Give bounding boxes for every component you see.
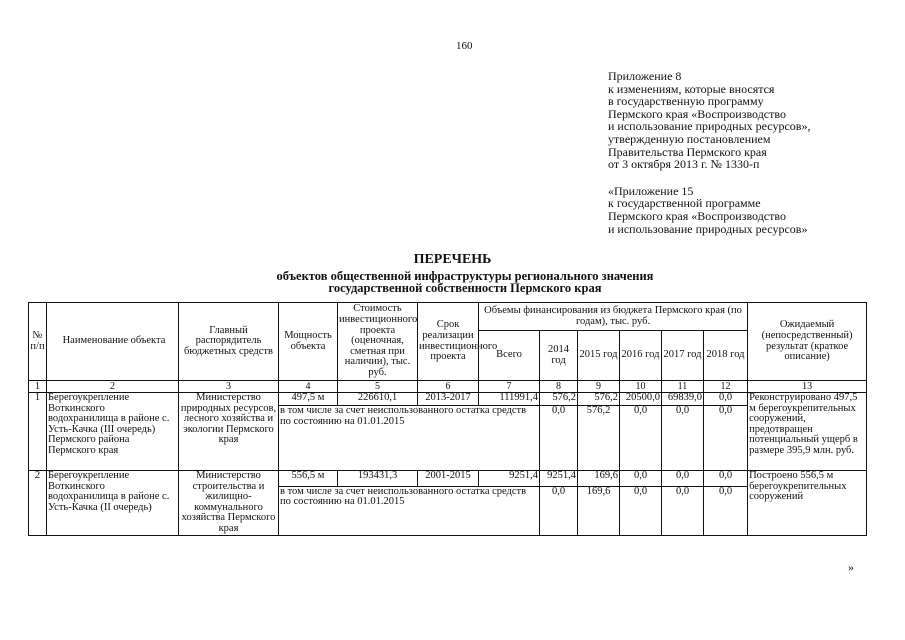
document-title: ПЕРЕЧЕНЬ: [413, 252, 492, 267]
header-capacity: Мощность объекта: [279, 303, 338, 381]
table-row: [29, 471, 867, 487]
row-2014: 9251,4: [540, 471, 578, 487]
appendix-quote-line: к государственной программе: [608, 196, 761, 211]
column-number: 12: [704, 381, 748, 393]
objects-table: [28, 302, 867, 536]
header-year-2017: 2017 год: [662, 331, 704, 381]
row-2016: 20500,0: [620, 393, 662, 406]
document-subtitle: [60, 270, 870, 294]
header-result: Ожидаемый (непосредственный) результат (краткое описание): [748, 303, 867, 381]
header-year-2016: 2016 год: [620, 331, 662, 381]
column-number: 4: [279, 381, 338, 393]
appendix-line: и использование природных ресурсов»,: [608, 119, 811, 134]
column-number: 10: [620, 381, 662, 393]
row-note-2014: 0,0: [540, 406, 578, 471]
row-2017: 0,0: [662, 471, 704, 487]
column-number: 7: [479, 381, 540, 393]
row-note-2017: 0,0: [662, 406, 704, 471]
page-number: 160: [456, 40, 473, 52]
appendix-line: Пермского края «Воспроизводство: [608, 106, 786, 121]
row-total: 111991,4: [479, 393, 540, 406]
row-note-2014: 0,0: [540, 486, 578, 535]
column-number: 2: [47, 381, 179, 393]
row-object-name: Берегоукрепление Воткинского водохранилища в районе с. Усть-Качка (III очередь) Пермского района Пермского края: [47, 393, 179, 471]
row-object-name: Берегоукрепление Воткинского водохранилища в районе с. Усть-Качка (II очередь): [47, 471, 179, 536]
appendix-line: в государственную программу: [608, 94, 764, 109]
row-note-2016: 0,0: [620, 486, 662, 535]
row-2017: 69839,0: [662, 393, 704, 406]
column-number: 9: [578, 381, 620, 393]
column-number: 13: [748, 381, 867, 393]
column-number: 3: [179, 381, 279, 393]
header-num: № п/п: [29, 303, 47, 381]
row-2016: 0,0: [620, 471, 662, 487]
header-total: Всего: [479, 331, 540, 381]
appendix-header: [608, 70, 810, 235]
subtitle-line: объектов общественной инфраструктуры регионального значения: [276, 269, 654, 283]
row-note: в том числе за счет неиспользованного остатка средств по состоянию на 01.01.2015: [279, 486, 540, 535]
appendix-line: Приложение 8: [608, 69, 682, 83]
row-cost: 193431,3: [338, 471, 418, 487]
appendix-quote-line: и использование природных ресурсов»: [608, 221, 808, 236]
table-row: [29, 393, 867, 406]
row-num: 2: [29, 471, 47, 536]
appendix-line: Правительства Пермского края: [608, 144, 767, 159]
appendix-line: от 3 октября 2013 г. № 1330-п: [608, 157, 760, 172]
row-result: Реконструировано 497,5 м берегоукрепительных сооружений, предотвращен потенциальный ущерб в размере 395,9 млн. руб.: [748, 393, 867, 471]
subtitle-line: государственной собственности Пермского края: [328, 281, 602, 295]
row-note: в том числе за счет неиспользованного остатка средств по состоянию на 01.01.2015: [279, 406, 540, 471]
row-note-2015: 576,2: [578, 406, 620, 471]
appendix-line: утвержденную постановлением: [608, 131, 771, 146]
closing-quote-mark: »: [848, 560, 854, 574]
header-cost: Стоимость инвестиционного проекта (оценочная, сметная при наличии), тыс. руб.: [338, 303, 418, 381]
row-result: Построено 556,5 м берегоукрепительных сооружений: [748, 471, 867, 536]
column-number: 11: [662, 381, 704, 393]
row-manager: Министерство природных ресурсов, лесного хозяйства и экологии Пермского края: [179, 393, 279, 471]
row-note-2016: 0,0: [620, 406, 662, 471]
row-total: 9251,4: [479, 471, 540, 487]
header-manager: Главный распорядитель бюджетных средств: [179, 303, 279, 381]
row-manager: Министерство строительства и жилищно-коммунального хозяйства Пермского края: [179, 471, 279, 536]
header-year-2018: 2018 год: [704, 331, 748, 381]
row-note-2017: 0,0: [662, 486, 704, 535]
row-note-2018: 0,0: [704, 406, 748, 471]
header-year-2015: 2015 год: [578, 331, 620, 381]
appendix-quote-line: «Приложение 15: [608, 183, 694, 198]
row-note-2018: 0,0: [704, 486, 748, 535]
row-note-2015: 169,6: [578, 486, 620, 535]
column-number-row: [29, 381, 867, 393]
row-cost: 226610,1: [338, 393, 418, 406]
column-number: 1: [29, 381, 47, 393]
appendix-line: к изменениям, которые вносятся: [608, 81, 775, 96]
header-name: Наименование объекта: [47, 303, 179, 381]
row-2015: 576,2: [578, 393, 620, 406]
header-term: Срок реализации инвестиционного проекта: [418, 303, 479, 381]
row-2015: 169,6: [578, 471, 620, 487]
row-capacity: 556,5 м: [279, 471, 338, 487]
column-number: 5: [338, 381, 418, 393]
row-2018: 0,0: [704, 393, 748, 406]
column-number: 6: [418, 381, 479, 393]
row-term: 2001-2015: [418, 471, 479, 487]
row-capacity: 497,5 м: [279, 393, 338, 406]
column-number: 8: [540, 381, 578, 393]
row-2018: 0,0: [704, 471, 748, 487]
header-funding: Объемы финансирования из бюджета Пермского края (по годам), тыс. руб.: [479, 303, 748, 331]
appendix-quote-line: Пермского края «Воспроизводство: [608, 208, 786, 223]
row-term: 2013-2017: [418, 393, 479, 406]
header-year-2014: 2014 год: [540, 331, 578, 381]
row-2014: 576,2: [540, 393, 578, 406]
row-num: 1: [29, 393, 47, 471]
